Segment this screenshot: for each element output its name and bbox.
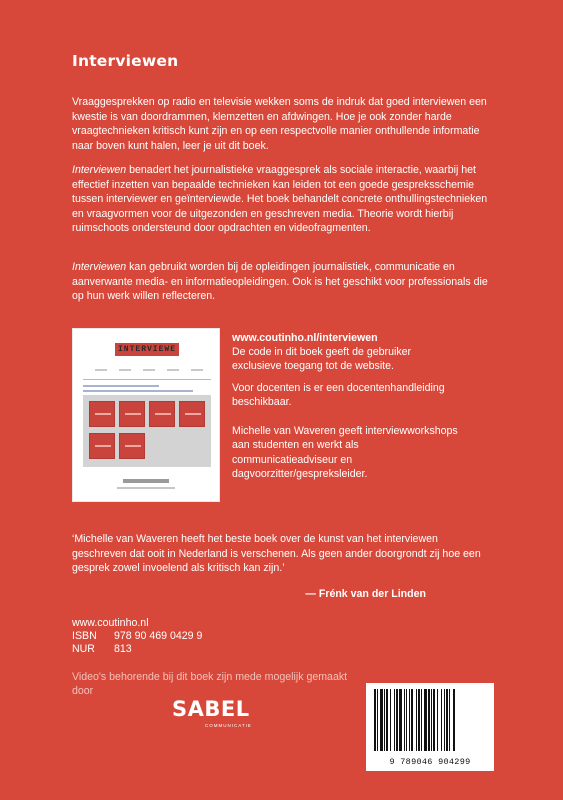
nur-value: 813: [114, 643, 132, 656]
video-sponsor-note: Video's behorende bij dit boek zijn mede mogelijk gemaakt door: [72, 671, 348, 697]
barcode-bar: [396, 689, 398, 751]
website-tile: [149, 401, 175, 427]
barcode-bar: [380, 689, 383, 751]
barcode-bar: [421, 689, 422, 751]
barcode-bar: [418, 689, 420, 751]
book-title-italic: Interviewen: [72, 164, 127, 176]
sabel-logo-subtitle: COMMUNICATIE: [205, 723, 252, 728]
website-screenshot: [72, 328, 220, 502]
intro-paragraph-2-text: benadert het journalistieke vraaggesprek als sociale interactie, waarbij het effectief inzetten van bepaalde technieken kan leiden tot een goede gespreksschemie tussen interviewer en geïnterviewde. Het boek behandelt concrete onthullingstechnieken en vraagvormen voor de uitgezonden en geschreven media. Theorie wordt hierbij ruimschoots ondersteund door opdrachten en videofragmenten.: [72, 164, 488, 235]
book-title: Interviewen: [72, 52, 179, 70]
website-url[interactable]: www.coutinho.nl/interviewen: [232, 332, 378, 344]
book-title-italic: Interviewen: [72, 261, 127, 273]
website-tile: [179, 401, 205, 427]
website-logo: INTERVIEWE: [115, 343, 179, 356]
website-brand-mark: [123, 479, 169, 483]
website-tile: [89, 401, 115, 427]
nur-row: [72, 643, 202, 656]
publisher-website[interactable]: www.coutinho.nl: [72, 617, 149, 629]
website-divider: [83, 379, 211, 380]
barcode-bar: [446, 689, 448, 751]
barcode-bar: [441, 689, 442, 751]
barcode-bar: [384, 689, 385, 751]
barcode: [366, 683, 494, 771]
publication-info: [72, 617, 202, 657]
isbn-row: [72, 630, 202, 643]
isbn-value: 978 90 469 0429 9: [114, 630, 203, 643]
barcode-bar: [377, 689, 378, 751]
teacher-guide-text: Voor docenten is er een docentenhandleiding beschikbaar.: [232, 382, 445, 409]
intro-paragraph-3-text: kan gebruikt worden bij de opleidingen journalistiek, communicatie en aanverwante media- en informatieopleidingen. Ook is het geschikt voor professionals die op hun werk willen reflecteren.: [72, 261, 488, 303]
barcode-bar: [444, 689, 445, 751]
barcode-bar: [386, 689, 388, 751]
barcode-bar: [390, 689, 391, 751]
barcode-bar: [428, 689, 430, 751]
barcode-bar: [399, 689, 402, 751]
author-bio-text: Michelle van Waveren geeft interviewworkshops aan studenten en werkt als communicatieadviseur en dagvoorzitter/gespreksleider.: [232, 425, 458, 480]
isbn-label: ISBN: [72, 630, 97, 643]
barcode-bar: [409, 689, 410, 751]
barcode-bar: [374, 689, 376, 751]
barcode-number: 9 789046 904299: [389, 757, 471, 767]
barcode-bar: [394, 689, 395, 751]
barcode-bar: [453, 689, 455, 751]
website-tile: [89, 433, 115, 459]
nur-label: NUR: [72, 643, 95, 656]
barcode-bar: [437, 689, 438, 751]
website-nav: [89, 369, 209, 375]
barcode-bar: [411, 689, 413, 751]
website-access-text: De code in dit boek geeft de gebruiker exclusieve toegang tot de website.: [232, 346, 412, 373]
barcode-bar: [449, 689, 450, 751]
intro-paragraph-2: [72, 163, 490, 236]
barcode-bar: [433, 689, 435, 751]
website-text-line: [83, 390, 193, 392]
website-tile: [119, 433, 145, 459]
review-quote: ‘Michelle van Waveren heeft het beste boek over de kunst van het interviewen geschreven dat ooit in Nederland is verschenen. Als geen ander doorgrondt zij hoe een gesprek zowel invoelend als kritisch kan zijn.’: [72, 533, 481, 575]
website-heading-line: [83, 385, 159, 387]
quote-author: — Frénk van der Linden: [305, 588, 426, 600]
sabel-logo: SABEL: [172, 697, 250, 721]
barcode-bar: [404, 689, 405, 751]
barcode-bar: [424, 689, 427, 751]
intro-paragraph-3: [72, 260, 490, 304]
intro-paragraph-1: Vraaggesprekken op radio en televisie wekken soms de indruk dat goed interviewen een kwestie is van doordrammen, klemzetten en afdwingen. Hoe je ook zonder harde vraagtechnieken kritisch kunt zijn en op een respectvolle manier onthullende informatie naar boven kunt halen, leer je uit dit boek.: [72, 96, 487, 152]
barcode-bar: [406, 689, 407, 751]
website-footer-line: [117, 487, 175, 489]
barcode-bars: [372, 689, 488, 755]
website-content-panel: [83, 395, 211, 467]
website-tile: [119, 401, 145, 427]
barcode-bar: [416, 689, 417, 751]
barcode-bar: [431, 689, 432, 751]
